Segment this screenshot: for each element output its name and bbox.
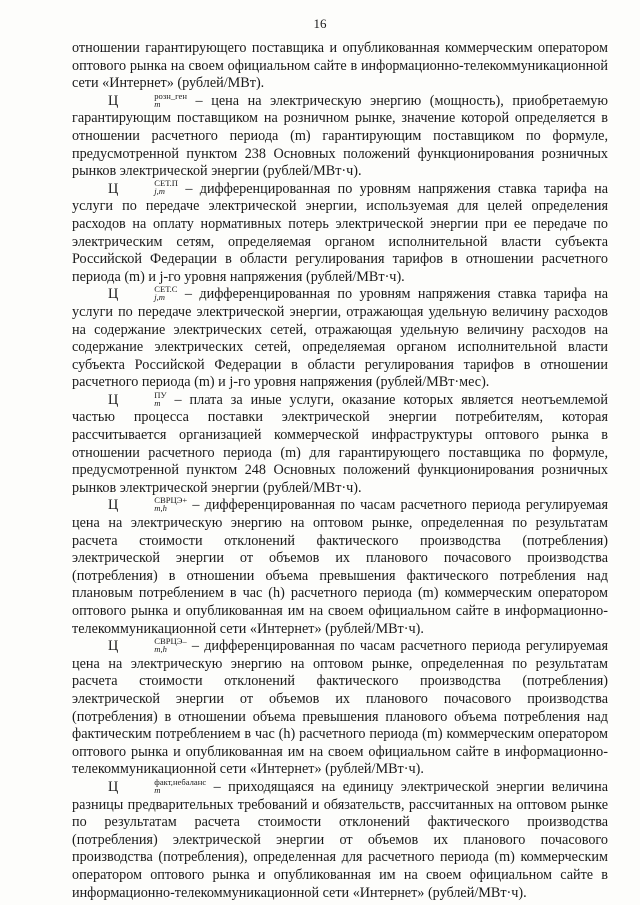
formula-symbol: Ц — [108, 778, 119, 795]
definition-text: – дифференцированная по уровням напряжения ставка тарифа на услуги по передаче электрической энергии, отражающая удельную величину расходов на содержание электрических сетей, отражающая удельную величину расходов на содержание электрических сетей, определяемая органом исполнительной власти субъекта Российской Федерации в области регулирования тарифов в отношении расчетного периода (m) и j-го уровня напряжения (рублей/МВт·мес). — [72, 286, 608, 391]
formula-indices — [118, 496, 187, 512]
definition-price-excess-planned — [72, 635, 608, 779]
formula-indices — [118, 92, 187, 108]
definition-retail-price — [72, 90, 608, 181]
page-number: 16 — [313, 16, 327, 31]
formula-subscript: m — [154, 98, 161, 109]
formula-indices — [118, 179, 178, 195]
formula-superscript: розн_ген — [154, 90, 187, 101]
formula-subscript: j,m — [154, 292, 165, 303]
formula-symbol: Ц — [108, 391, 119, 408]
formula-superscript: СВРЦЭ+ — [154, 495, 188, 506]
formula-superscript: СЕТ.П — [154, 178, 178, 189]
formula-symbol: Ц — [108, 638, 119, 655]
formula-subscript: m — [154, 397, 161, 408]
definition-tariff-maintenance — [72, 286, 608, 392]
formula-subscript: m — [154, 784, 161, 795]
definition-text: – цена на электрическую энергию (мощность), приобретаемую гарантирующим поставщиком на розничном рынке, значение которой определяется в отношении расчетного периода (m) гарантирующим поставщиком по формуле, предусмотренной пунктом 238 Основных положений функционирования розничных рынков электрической энергии (рублей/МВт·ч). — [72, 92, 608, 180]
definition-text: – дифференцированная по часам расчетного периода регулируемая цена на электрическую энергию на оптовом рынке, определенная по результатам расчета стоимости отклонений фактического производства (потребления) электрической энергии от объемов их планового почасового производства (потребления) в отношении объема превышения планового объема потребления над фактическим потреблением в час (h) расчетного периода (m) коммерческим оператором оптового рынка и опубликованная им на своем официальном сайте в информационно-телекоммуникационной сети «Интернет» (рублей/МВт·ч). — [72, 638, 608, 778]
formula-superscript: СВРЦЭ– — [154, 635, 187, 646]
formula-subscript: m,h — [154, 503, 167, 514]
definition-text: – плата за иные услуги, оказание которых является неотъемлемой частью процесса поставки электрической энергии потребителям, которая рассчитывается организацией коммерческой инфраструктуры оптового рынка в отношении расчетного периода (m) для гарантирующего поставщика по формуле, предусмотренной пунктом 248 Основных положений функционирования розничных рынков электрической энергии (рублей/МВт·ч). — [72, 391, 608, 496]
definition-text: – дифференцированная по уровням напряжения ставка тарифа на услуги по передаче электрической энергии, используемая для целей определения расходов на оплату нормативных потерь электрической энергии при ее передаче по электрическим сетям, определяемая органом исполнительной власти субъекта Российской Федерации в области регулирования тарифов в отношении расчетного периода (m) и j-го уровня напряжения (рублей/МВт·ч). — [72, 180, 608, 285]
formula-indices — [118, 285, 177, 301]
formula-symbol: Ц — [108, 497, 119, 514]
formula-symbol: Ц — [108, 286, 119, 303]
formula-subscript: m,h — [154, 643, 167, 654]
formula-superscript: ПУ — [154, 389, 167, 400]
formula-subscript: j,m — [154, 186, 165, 197]
definition-other-services-fee — [72, 389, 608, 498]
page-body — [72, 40, 608, 902]
formula-superscript: СЕТ.С — [154, 284, 178, 295]
formula-symbol: Ц — [108, 180, 119, 197]
formula-indices — [118, 778, 206, 794]
definition-tariff-losses — [72, 178, 608, 287]
definition-price-excess-actual — [72, 497, 608, 638]
formula-indices — [118, 637, 186, 653]
definition-text: – приходящаяся на единицу электрической энергии величина разницы предварительных требований и обязательств, рассчитанных на оптовом рынке по результатам расчета стоимости отклонений фактического производства (потребления) электрической энергии от объемов их планового почасового производства (потребления), определенная для расчетного периода (m) коммерческим оператором оптового рынка и опубликованная им на своем официальном сайте в информационно-телекоммуникационной сети «Интернет» (рублей/МВт·ч). — [72, 778, 608, 901]
formula-indices — [118, 391, 166, 407]
definition-text: – дифференцированная по часам расчетного периода регулируемая цена на электрическую энергию на оптовом рынке, определенная по результатам расчета стоимости отклонений фактического производства (потребления) электрической энергии от объемов их планового почасового производства (потребления) в отношении объема превышения фактического потребления над плановым потреблением в час (h) расчетного периода (m) коммерческим оператором оптового рынка и опубликованная им на своем официальном сайте в информационно-телекоммуникационной сети «Интернет» (рублей/МВт·ч). — [72, 497, 608, 637]
formula-symbol: Ц — [108, 92, 119, 109]
paragraph-continuation: отношении гарантирующего поставщика и опубликованная коммерческим оператором оптового рынка на своем официальном сайте в информационно-телекоммуникационной сети «Интернет» (рублей/МВт). — [72, 40, 608, 92]
formula-superscript: факт,небаланс — [154, 776, 207, 787]
definition-imbalance — [72, 776, 608, 902]
